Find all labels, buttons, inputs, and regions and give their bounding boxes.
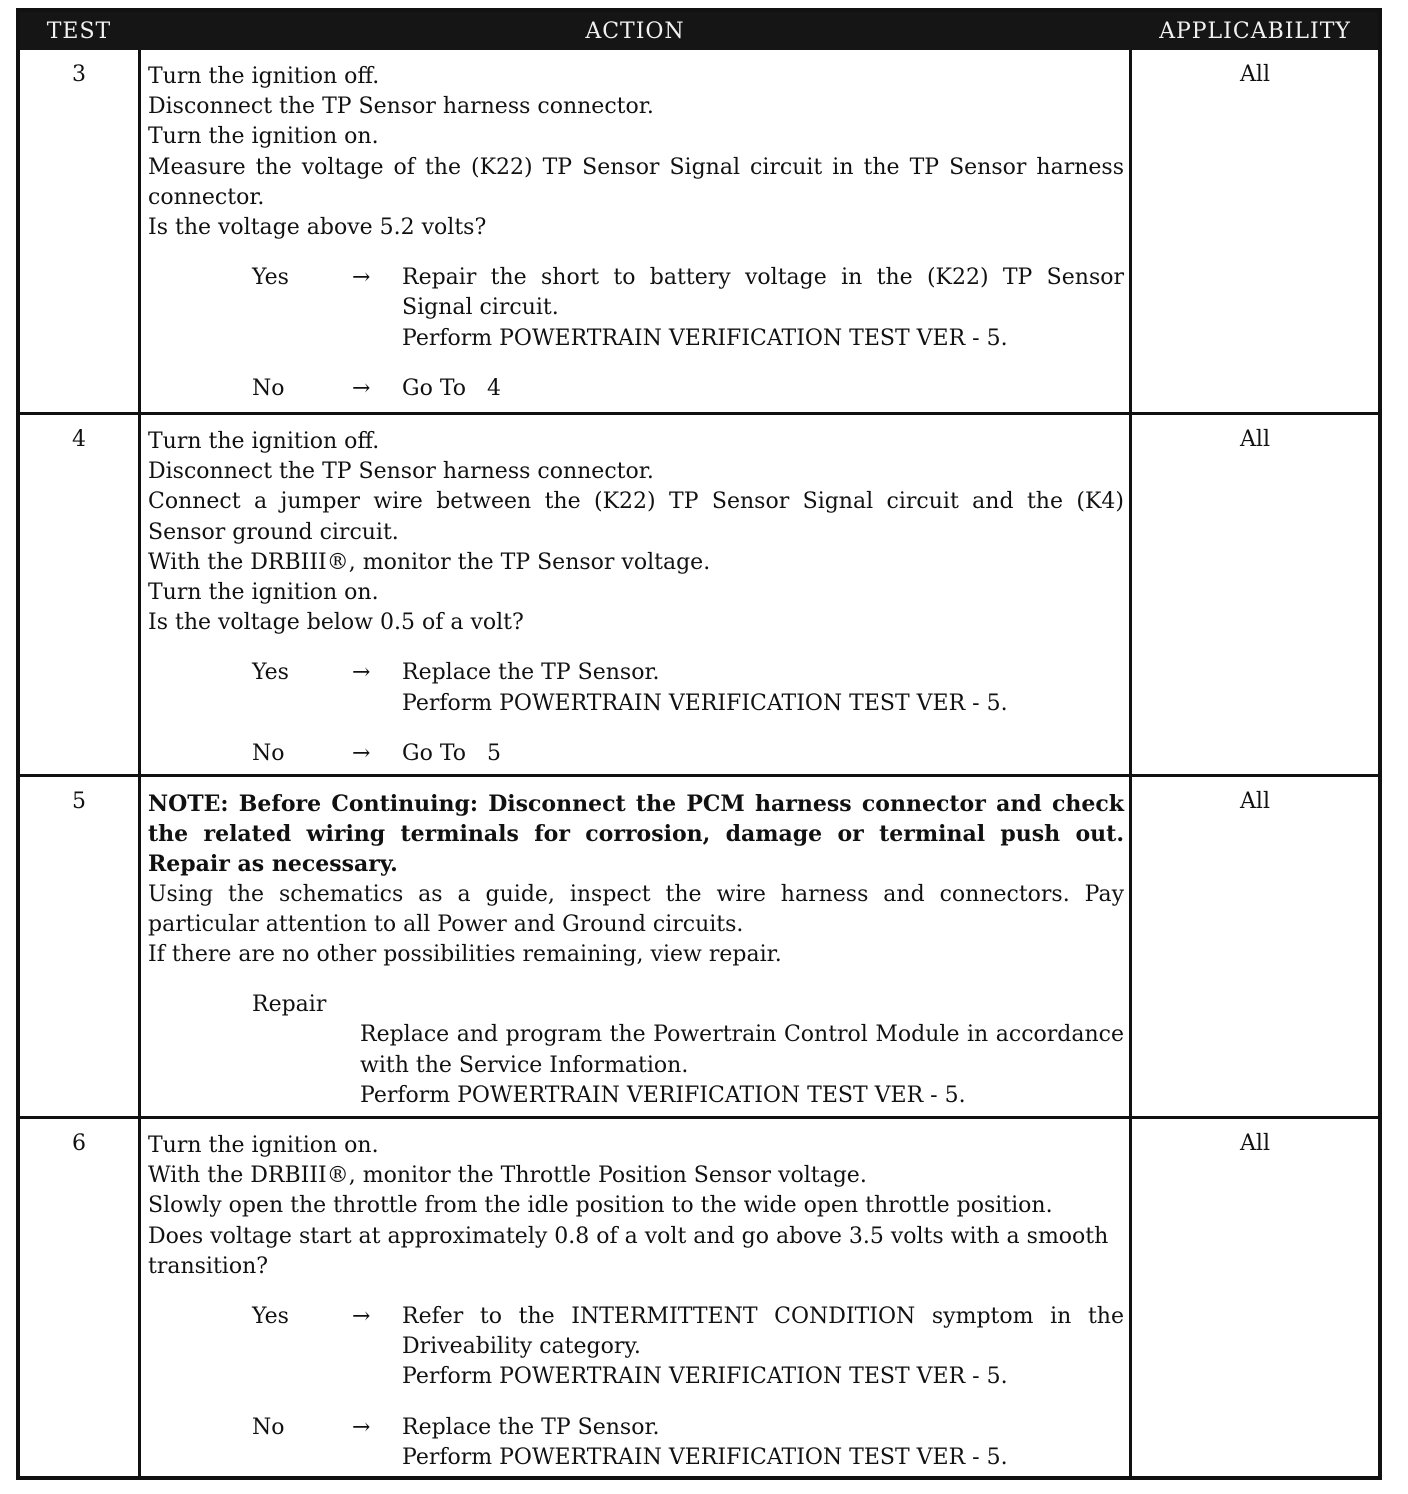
arrow-icon: → [352,265,371,291]
step-text: Connect a jumper wire between the (K22) TP Sensor Signal circuit and the (K4) Sensor ground circuit. [148,489,1124,545]
response-text: Perform POWERTRAIN VERIFICATION TEST VER - 5. [360,1082,966,1108]
response-text: Perform POWERTRAIN VERIFICATION TEST VER - 5. [402,690,1008,716]
arrow-icon: → [352,1304,371,1330]
yes-response [148,263,1124,354]
no-label: No [252,1414,285,1440]
step-text: Turn the ignition on. [148,1133,379,1158]
arrow-icon: → [352,1414,371,1440]
applicability-value: All [1240,62,1270,87]
test-row-3 [20,50,1378,412]
header-applicability: APPLICABILITY [1159,19,1351,44]
test-number: 5 [72,789,86,814]
step-text: With the DRBIII®, monitor the TP Sensor voltage. [148,549,711,575]
test-number: 3 [72,62,86,87]
yes-label: Yes [252,1304,289,1330]
response-text: Replace the TP Sensor. [402,1414,660,1440]
test-number: 6 [72,1131,86,1156]
step-text: Turn the ignition on. [148,580,379,606]
applicability-value: All [1240,427,1270,452]
no-label: No [252,375,285,401]
applicability-value: All [1240,1131,1270,1156]
step-text: Disconnect the TP Sensor harness connector. [148,459,654,485]
step-text: Turn the ignition off. [148,64,380,89]
response-text: Replace and program the Powertrain Control Module in accordance with the Service Information. [360,1022,1124,1078]
step-text: If there are no other possibilities remaining, view repair. [148,942,782,968]
action-cell [148,62,1124,404]
response-text: Perform POWERTRAIN VERIFICATION TEST VER - 5. [402,1444,1008,1470]
yes-label: Yes [252,265,289,291]
response-text: Go To 4 [402,375,501,401]
response-text: Perform POWERTRAIN VERIFICATION TEST VER - 5. [402,325,1008,351]
header-action: ACTION [585,19,685,44]
step-text: Turn the ignition off. [148,429,380,454]
test-row-4 [20,412,1378,774]
step-text: Slowly open the throttle from the idle position to the wide open throttle position. [148,1193,1053,1219]
step-text: Disconnect the TP Sensor harness connector. [148,94,654,120]
no-response [148,739,1124,769]
table-header [20,12,1378,50]
arrow-icon: → [352,375,371,401]
arrow-icon: → [352,740,371,766]
arrow-icon: → [352,660,371,686]
step-text: With the DRBIII®, monitor the Throttle Position Sensor voltage. [148,1163,867,1189]
response-text: Repair the short to battery voltage in the (K22) TP Sensor Signal circuit. [402,265,1124,321]
applicability-value: All [1240,789,1270,814]
yes-response [148,1302,1124,1393]
note-text: NOTE: Before Continuing: Disconnect the PCM harness connector and check the related wiring terminals for corrosion, damage or terminal push out. Repair as necessary. [148,791,1124,878]
response-text: Refer to the INTERMITTENT CONDITION symptom in the Driveability category. [402,1304,1124,1360]
yes-label: Yes [252,660,289,686]
response-text: Perform POWERTRAIN VERIFICATION TEST VER - 5. [402,1364,1008,1390]
repair-response [148,1020,1124,1111]
test-row-6 [20,1116,1378,1476]
test-number: 4 [72,427,86,452]
action-cell [148,789,1124,1111]
no-label: No [252,740,285,766]
header-test: TEST [46,19,112,44]
test-row-5 [20,774,1378,1116]
step-text: Using the schematics as a guide, inspect the wire harness and connectors. Pay particular attention to all Power and Ground circuits. [148,881,1124,937]
yes-response [148,658,1124,718]
step-text: Measure the voltage of the (K22) TP Sensor Signal circuit in the TP Sensor harness connector. [148,154,1124,210]
repair-label: Repair [252,992,327,1018]
action-cell [148,1131,1124,1473]
response-text: Go To 5 [402,740,501,766]
question-text: Is the voltage above 5.2 volts? [148,215,487,241]
step-text: Turn the ignition on. [148,124,379,150]
action-cell [148,427,1124,769]
response-text: Replace the TP Sensor. [402,660,660,686]
diagnostic-test-table [16,8,1382,1480]
question-text: Is the voltage below 0.5 of a volt? [148,610,524,636]
no-response [148,1413,1124,1473]
question-text: Does voltage start at approximately 0.8 of a volt and go above 3.5 volts with a smooth transition? [148,1223,1109,1279]
no-response [148,374,1124,404]
